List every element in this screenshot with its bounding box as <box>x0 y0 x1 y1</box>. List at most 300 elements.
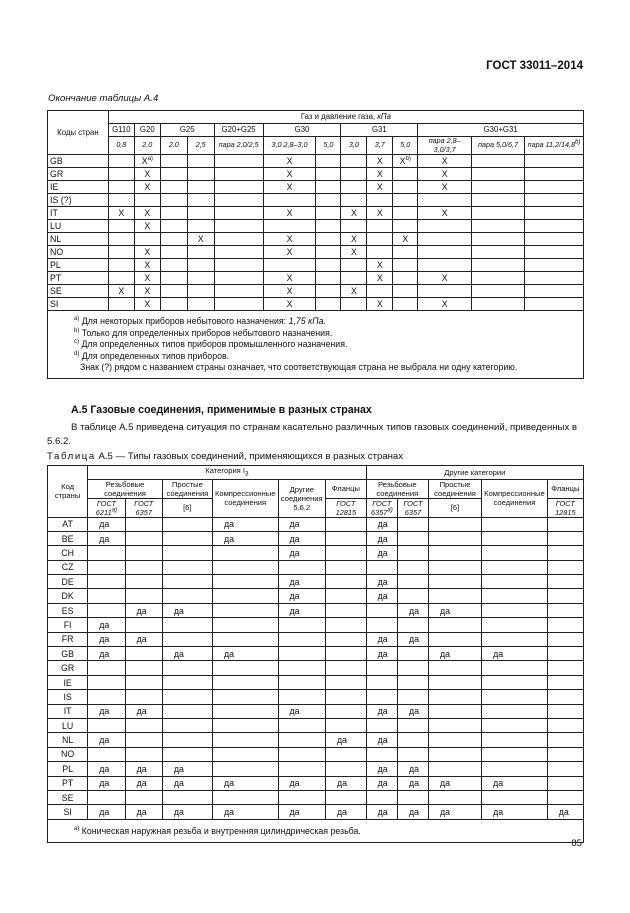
table-cell: X <box>134 220 160 233</box>
table-cell <box>326 762 367 776</box>
table-cell <box>278 661 326 675</box>
table-cell <box>326 589 367 603</box>
table-cell <box>393 194 418 207</box>
table-cell <box>397 560 428 574</box>
table-row <box>48 168 584 181</box>
table-cell <box>214 181 263 194</box>
table-cell <box>428 575 481 589</box>
table-cell <box>278 618 326 632</box>
table-row <box>48 272 584 285</box>
table-cell <box>472 259 525 272</box>
table-row <box>48 603 584 617</box>
table-cell <box>162 733 212 747</box>
table-cell <box>326 704 367 718</box>
compression-header: Компрессионные соединения <box>212 479 278 517</box>
table-cell <box>162 747 212 761</box>
table-cell <box>125 618 162 632</box>
table-cell <box>214 298 263 311</box>
table-cell: X <box>367 207 393 220</box>
table-cell <box>316 285 341 298</box>
table-cell: X <box>418 298 472 311</box>
table-cell: да <box>428 603 481 617</box>
table-cell <box>108 298 134 311</box>
country-code: IS (?) <box>48 194 109 207</box>
table-cell <box>482 675 548 689</box>
table-cell <box>212 733 278 747</box>
country-code: GR <box>48 168 109 181</box>
table-cell <box>524 285 583 298</box>
pressure-header: пара 11,2/14,8$^{b)}$ <box>524 137 583 155</box>
gost-6357a-header: ГОСТ 6357$^{a)}$ <box>366 498 397 517</box>
gas-family-header: G20 <box>134 124 160 137</box>
table-cell <box>472 168 525 181</box>
table-row <box>48 259 584 272</box>
table-cell <box>316 298 341 311</box>
flanges-header-2: Фланцы <box>547 479 583 498</box>
table-cell: X <box>134 272 160 285</box>
table-cell <box>418 220 472 233</box>
table-cell: да <box>125 603 162 617</box>
table-a4-note: Знак (?) рядом с названием страны означает, что соответствующая страна не выбрала ни одну категорию. <box>80 362 518 373</box>
table-cell <box>212 546 278 560</box>
table-cell: X <box>341 233 367 246</box>
table-cell <box>162 589 212 603</box>
table-cell <box>160 181 187 194</box>
table-cell <box>326 690 367 704</box>
table-cell <box>393 168 418 181</box>
table-cell <box>341 272 367 285</box>
table-cell: да <box>88 632 125 646</box>
table-cell <box>187 246 214 259</box>
pressure-header: пара 2,0/2,5 <box>214 137 263 155</box>
table-cell <box>316 233 341 246</box>
table-cell <box>428 704 481 718</box>
table-cell <box>88 690 125 704</box>
table-cell <box>397 661 428 675</box>
table-cell: да <box>482 776 548 790</box>
table-cell: да <box>326 805 367 819</box>
country-code: NL <box>48 733 88 747</box>
table-cell: да <box>212 531 278 545</box>
table-cell <box>187 259 214 272</box>
table-cell <box>547 718 583 732</box>
table-row <box>48 762 584 776</box>
table-cell: X <box>263 246 316 259</box>
table-cell: X <box>108 285 134 298</box>
table-cell <box>162 517 212 531</box>
table-row <box>48 661 584 675</box>
table-cell: да <box>162 805 212 819</box>
table-cell <box>278 647 326 661</box>
table-cell <box>326 790 367 804</box>
table-cell: да <box>162 776 212 790</box>
table-cell <box>134 233 160 246</box>
table-cell <box>547 546 583 560</box>
table-cell: да <box>366 762 397 776</box>
table-cell <box>214 194 263 207</box>
table-cell: X <box>418 272 472 285</box>
pressure-header: пара 2,8–3,0/3,7 <box>418 137 472 155</box>
table-cell: да <box>125 776 162 790</box>
pressure-header: 2,5 <box>187 137 214 155</box>
table-cell <box>341 220 367 233</box>
table-cell: X <box>263 168 316 181</box>
table-cell <box>214 220 263 233</box>
table-cell <box>160 298 187 311</box>
table-cell <box>524 233 583 246</box>
table-a4 <box>47 110 584 379</box>
table-cell <box>366 603 397 617</box>
table-cell <box>472 207 525 220</box>
table-cell <box>212 718 278 732</box>
table-row <box>48 546 584 560</box>
table-cell <box>367 220 393 233</box>
table-cell <box>482 790 548 804</box>
table-cell: X <box>263 298 316 311</box>
table-cell <box>472 298 525 311</box>
table-cell: да <box>278 546 326 560</box>
table-cell <box>547 531 583 545</box>
country-code: BE <box>48 531 88 545</box>
table-cell <box>482 531 548 545</box>
table-cell <box>428 618 481 632</box>
table-cell <box>214 246 263 259</box>
table-cell: да <box>88 776 125 790</box>
table-cell <box>397 675 428 689</box>
table-row <box>48 733 584 747</box>
table-cell: да <box>326 776 367 790</box>
country-code: IT <box>48 207 109 220</box>
country-code: LU <box>48 718 88 732</box>
table-cell: да <box>88 762 125 776</box>
country-code: GB <box>48 155 109 168</box>
table-cell <box>326 618 367 632</box>
table-cell <box>187 272 214 285</box>
table-cell: да <box>88 647 125 661</box>
table-cell <box>212 704 278 718</box>
table-cell <box>187 285 214 298</box>
table-cell: да <box>88 805 125 819</box>
table-cell <box>524 168 583 181</box>
table-cell <box>397 589 428 603</box>
table-cell <box>547 690 583 704</box>
table-cell <box>316 272 341 285</box>
table-cell <box>162 718 212 732</box>
table-cell <box>212 762 278 776</box>
table-cell: да <box>397 603 428 617</box>
table-cell: да <box>278 517 326 531</box>
table-cell <box>366 675 397 689</box>
table-cell: да <box>278 805 326 819</box>
table-cell <box>428 546 481 560</box>
table-row <box>48 747 584 761</box>
table-cell <box>366 690 397 704</box>
pressure-header: 5,0 <box>393 137 418 155</box>
table-cell: да <box>366 517 397 531</box>
table-cell <box>125 747 162 761</box>
table-cell <box>482 747 548 761</box>
table-a5-footnote: $^{a)}$ Коническая наружная резьба и внутренняя цилиндрическая резьба. <box>48 819 584 842</box>
country-code: DK <box>48 589 88 603</box>
table-cell: да <box>88 704 125 718</box>
table-row <box>48 220 584 233</box>
table-cell <box>278 675 326 689</box>
table-cell <box>212 661 278 675</box>
table-cell <box>187 207 214 220</box>
table-cell: X <box>418 181 472 194</box>
table-cell <box>326 647 367 661</box>
table-cell <box>88 560 125 574</box>
table-cell <box>278 718 326 732</box>
table-cell: да <box>212 776 278 790</box>
table-cell <box>212 747 278 761</box>
table-row <box>48 704 584 718</box>
country-codes-header: Коды стран <box>48 111 109 155</box>
table-cell <box>316 181 341 194</box>
table-cell: X <box>341 246 367 259</box>
table-cell <box>547 790 583 804</box>
table-cell <box>162 546 212 560</box>
table-cell <box>316 194 341 207</box>
table-cell <box>326 661 367 675</box>
table-cell <box>214 259 263 272</box>
table-cell: да <box>366 575 397 589</box>
table-cell <box>482 560 548 574</box>
table-cell <box>547 589 583 603</box>
table-cell <box>212 675 278 689</box>
table-cell <box>418 194 472 207</box>
country-code: PT <box>48 776 88 790</box>
table-cell: X <box>341 207 367 220</box>
table-cell <box>125 531 162 545</box>
table-cell <box>482 546 548 560</box>
table-cell <box>472 155 525 168</box>
table-cell: X <box>367 259 393 272</box>
table-cell <box>316 155 341 168</box>
table-cell <box>316 207 341 220</box>
table-cell: X <box>341 285 367 298</box>
table-cell: X <box>134 168 160 181</box>
table-row <box>48 618 584 632</box>
table-cell <box>108 194 134 207</box>
table-cell <box>428 790 481 804</box>
table-cell <box>397 575 428 589</box>
table-cell <box>482 690 548 704</box>
table-cell <box>125 790 162 804</box>
gas-family-header: G20+G25 <box>214 124 263 137</box>
table-cell <box>397 618 428 632</box>
footnote-b: $^{b)}$ Только для определенных приборов небытового назначения. <box>74 327 333 338</box>
table-cell <box>88 661 125 675</box>
country-code: IE <box>48 181 109 194</box>
table-cell: да <box>162 762 212 776</box>
table-row <box>48 718 584 732</box>
table-cell <box>162 632 212 646</box>
table-cell <box>326 603 367 617</box>
table-cell <box>125 560 162 574</box>
table-cell <box>162 704 212 718</box>
table-cell <box>214 285 263 298</box>
table-cell: да <box>482 805 548 819</box>
table-cell <box>108 272 134 285</box>
table-cell <box>162 560 212 574</box>
pressure-header: 2.0 <box>160 137 187 155</box>
table-cell <box>428 675 481 689</box>
table-cell: да <box>482 647 548 661</box>
table-cell: да <box>428 647 481 661</box>
table-cell: да <box>125 704 162 718</box>
table-cell <box>125 647 162 661</box>
gas-family-header: G25 <box>160 124 214 137</box>
table-cell <box>160 259 187 272</box>
table-cell: да <box>428 805 481 819</box>
table-cell: X <box>367 168 393 181</box>
table-cell <box>160 220 187 233</box>
table-cell: X <box>418 168 472 181</box>
table-row <box>48 155 584 168</box>
country-code: IT <box>48 704 88 718</box>
table-row <box>48 675 584 689</box>
table-cell <box>393 207 418 220</box>
gost-6211-header: ГОСТ 6211$^{a)}$ <box>88 498 125 517</box>
flanges-header: Фланцы <box>326 479 367 498</box>
table-row <box>48 632 584 646</box>
table-cell <box>418 233 472 246</box>
table-cell: да <box>278 704 326 718</box>
table-cell <box>187 181 214 194</box>
gas-pressure-header: Газ и давление газа, кПа <box>108 111 583 124</box>
table-cell <box>428 661 481 675</box>
gas-family-header: G30+G31 <box>418 124 584 137</box>
table-cell <box>524 207 583 220</box>
table-cell <box>472 194 525 207</box>
country-code: PL <box>48 259 109 272</box>
table-a5-caption: Таблица А.5 — Типы газовых соединений, применяющихся в разных странах <box>47 451 404 462</box>
table-cell <box>326 575 367 589</box>
table-cell <box>397 733 428 747</box>
country-code: NL <box>48 233 109 246</box>
table-cell <box>316 168 341 181</box>
table-cell <box>397 517 428 531</box>
table-cell <box>393 246 418 259</box>
table-cell: да <box>366 589 397 603</box>
table-cell <box>482 704 548 718</box>
country-code: PT <box>48 272 109 285</box>
table-cell <box>162 690 212 704</box>
table-cell <box>482 661 548 675</box>
table-cell: да <box>366 632 397 646</box>
table-cell: да <box>366 531 397 545</box>
table-row <box>48 647 584 661</box>
table-cell <box>278 560 326 574</box>
table-cell <box>547 560 583 574</box>
table-cell <box>524 272 583 285</box>
table-cell <box>482 603 548 617</box>
table-cell <box>187 168 214 181</box>
table-cell <box>214 155 263 168</box>
table-cell <box>326 632 367 646</box>
table-cell: X <box>134 259 160 272</box>
gost-6357-header: ГОСТ 6357 <box>125 498 162 517</box>
table-row <box>48 285 584 298</box>
table-row <box>48 690 584 704</box>
table-cell: да <box>125 762 162 776</box>
gas-family-header: G110 <box>108 124 134 137</box>
table-cell <box>482 733 548 747</box>
pressure-header: пара 5,0/6,7 <box>472 137 525 155</box>
table-cell <box>428 690 481 704</box>
table-cell <box>125 546 162 560</box>
table-cell <box>482 632 548 646</box>
table-cell <box>418 246 472 259</box>
table-cell: да <box>278 531 326 545</box>
table-cell <box>108 246 134 259</box>
table-cell: X <box>263 272 316 285</box>
table-cell <box>125 517 162 531</box>
table-row <box>48 298 584 311</box>
pressure-header: 3,0 2,8–3,0 <box>263 137 316 155</box>
table-cell: да <box>397 762 428 776</box>
table-cell <box>263 194 316 207</box>
table-cell <box>428 589 481 603</box>
table-cell: да <box>366 704 397 718</box>
gas-family-header: G30 <box>263 124 341 137</box>
table-cell <box>472 233 525 246</box>
table-cell <box>366 747 397 761</box>
table-cell: да <box>88 531 125 545</box>
table-row <box>48 575 584 589</box>
table-cell <box>482 517 548 531</box>
table-cell <box>547 747 583 761</box>
pressure-header: 5,0 <box>316 137 341 155</box>
gost-6357-header-2: ГОСТ 6357 <box>397 498 428 517</box>
table-cell <box>367 233 393 246</box>
simple-header: Простые соединения <box>162 479 212 498</box>
country-code: FR <box>48 632 88 646</box>
ref-6-header: [6] <box>162 498 212 517</box>
table-cell <box>428 531 481 545</box>
table-cell: X <box>134 207 160 220</box>
table-cell <box>108 155 134 168</box>
table-cell <box>214 272 263 285</box>
table-cell <box>524 155 583 168</box>
table-cell <box>187 298 214 311</box>
table-cell <box>125 675 162 689</box>
table-cell <box>88 603 125 617</box>
table-cell: $X^{b)}$ <box>393 155 418 168</box>
table-cell: да <box>212 647 278 661</box>
table-cell: да <box>278 603 326 617</box>
table-cell <box>214 168 263 181</box>
table-cell <box>263 259 316 272</box>
table-row <box>48 233 584 246</box>
pressure-header: 3,7 <box>367 137 393 155</box>
table-cell <box>316 220 341 233</box>
country-code: IS <box>48 690 88 704</box>
table-cell <box>393 259 418 272</box>
country-code-header: Код страны <box>48 466 88 518</box>
table-cell <box>547 575 583 589</box>
country-code: IE <box>48 675 88 689</box>
simple-header-2: Простые соединения <box>428 479 481 498</box>
table-cell <box>367 246 393 259</box>
table-cell <box>472 220 525 233</box>
table-cell <box>212 575 278 589</box>
table-cell <box>397 790 428 804</box>
table-cell <box>547 733 583 747</box>
country-code: SE <box>48 790 88 804</box>
table-cell <box>162 575 212 589</box>
